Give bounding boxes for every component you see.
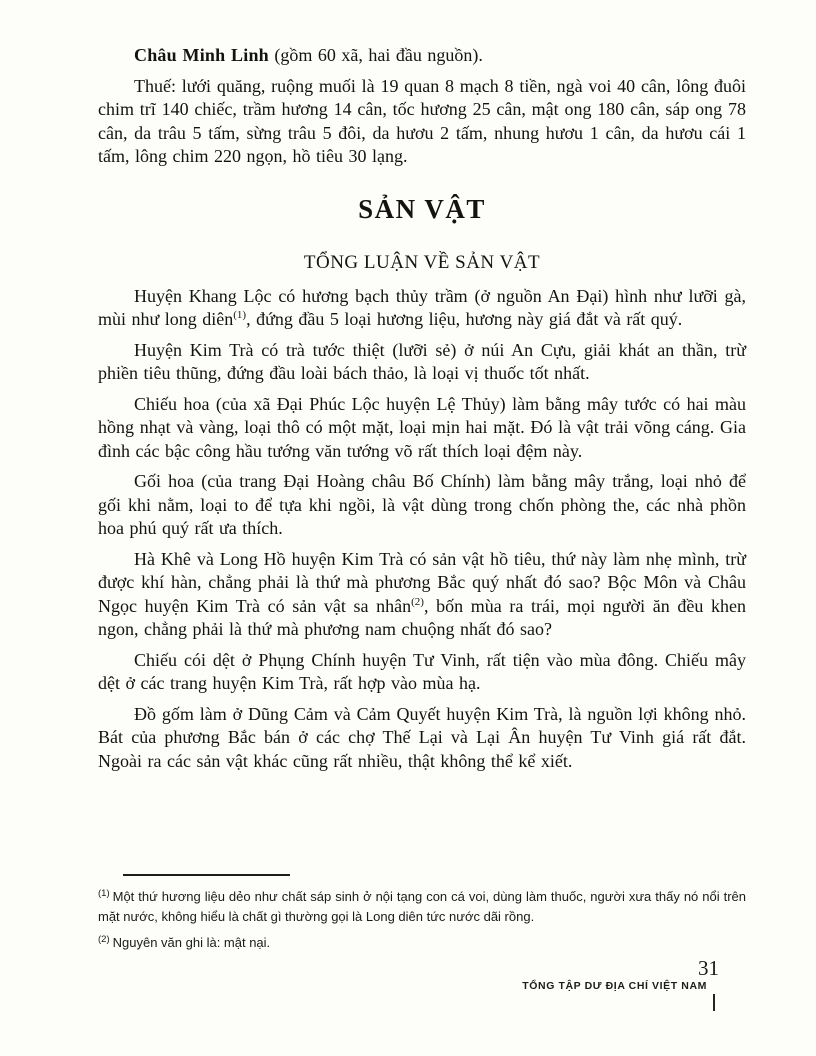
section-title: SẢN VẬT — [358, 193, 486, 224]
footnote-2 — [98, 933, 746, 953]
text-block — [98, 44, 746, 780]
footnote-text: Nguyên văn ghi là: mật nại. — [112, 935, 271, 950]
paragraph-text: Hà Khê và Long Hồ huyện Kim Trà có sản vật hồ tiêu, thứ này làm nhẹ mình, trừ được khí hàn, chẳng phải là thứ mà phương Bắc quý nhất đó sao? Bộc Môn và Châu Ngọc huyện Kim Trà có sản vật sa nhân — [98, 548, 746, 616]
lead-paragraph-text: (gồm 60 xã, hai đầu nguồn). — [268, 45, 483, 65]
paragraph-ho-tieu — [98, 548, 746, 642]
paragraph-goi-hoa: Gối hoa (của trang Đại Hoàng châu Bố Chính) làm bằng mây trắng, loại nhỏ để gối khi nằm, loại to để tựa khi ngồi, là vật dùng trong chốn phòng the, các nhà phồn hoa phú quý rất ưa thích. — [98, 471, 746, 538]
running-footer-title: TỔNG TẬP DƯ ĐỊA CHÍ VIỆT NAM — [522, 980, 707, 992]
footnote-1 — [98, 887, 746, 926]
paragraph-chieu-coi: Chiếu cói dệt ở Phụng Chính huyện Tư Vinh, rất tiện vào mùa đông. Chiếu mây dệt ở các trang huyện Kim Trà, rất hợp vào mùa hạ. — [98, 649, 746, 693]
paragraph-text: , bốn mùa ra trái, mọi người ăn đều khen ngon, chẳng phải là thứ mà phương nam chuộng nhất đó sao? — [98, 595, 746, 639]
footnote-marker: (2) — [98, 933, 110, 945]
page-number-tick-mark — [713, 994, 716, 1011]
paragraph-chieu-hoa: Chiếu hoa (của xã Đại Phúc Lộc huyện Lệ Thủy) làm bằng mây tước có hai màu hồng nhạt và vàng, loại thô có một mặt, loại mịn hai mặt. Đó là vật trải võng cáng. Gia đình các bậc công hầu tướng văn tướng võ rất thích loại đệm này. — [98, 393, 746, 461]
footnote-separator — [123, 874, 290, 876]
paragraph-kim-tra: Huyện Kim Trà có trà tước thiệt (lưỡi sẻ) ở núi An Cựu, giải khát an thần, trừ phiền tiêu thũng, đứng đầu loài bách thảo, là loại vị thuốc tốt nhất. — [98, 339, 746, 383]
section-subtitle: TỔNG LUẬN VỀ SẢN VẬT — [303, 251, 541, 273]
paragraph-do-gom: Đồ gốm làm ở Dũng Cảm và Cảm Quyết huyện Kim Trà, là nguồn lợi không nhỏ. Bát của phương Bắc bán ở các chợ Thế Lại và Lại Ân huyện Tư Vinh giá rất đắt. Ngoài ra các sản vật khác cũng rất nhiều, thật không thể kể xiết. — [98, 703, 746, 771]
paragraph-text: Huyện Khang Lộc có hương bạch thủy trầm (ở nguồn An Đại) hình như lưỡi gà, mùi như long diên — [98, 285, 746, 329]
footnotes-section — [98, 874, 746, 960]
lead-paragraph-heading: Châu Minh Linh — [134, 45, 269, 65]
paragraph-khang-loc — [98, 285, 746, 332]
page-number: 31 — [698, 956, 719, 980]
lead-paragraph — [98, 44, 746, 68]
footnote-reference-2: (2) — [411, 595, 424, 608]
footnote-reference-1: (1) — [233, 309, 247, 321]
tax-paragraph: Thuế: lưới quăng, ruộng muối là 19 quan 8 mạch 8 tiền, ngà voi 40 cân, lông đuôi chim trĩ 140 chiếc, trầm hương 14 cân, tốc hương 25 cân, mật ong 180 cân, sáp ong 78 cân, da trâu 5 tấm, sừng trâu 5 đôi, da hươu 2 tấm, nhung hươu 1 cân, da hươu cái 1 tấm, lông chim 220 ngọn, hồ tiêu 30 lạng. — [98, 75, 746, 166]
footnote-marker: (1) — [98, 887, 110, 899]
paragraph-text: , đứng đầu 5 loại hương liệu, hương này giá đắt và rất quý. — [246, 309, 683, 329]
footnote-text: Một thứ hương liệu dẻo như chất sáp sinh ở nội tạng con cá voi, dùng làm thuốc, người xưa thấy nó nổi trên mặt nước, không hiểu là chất gì thường gọi là Long diên tức nước dãi rồng. — [98, 889, 746, 924]
